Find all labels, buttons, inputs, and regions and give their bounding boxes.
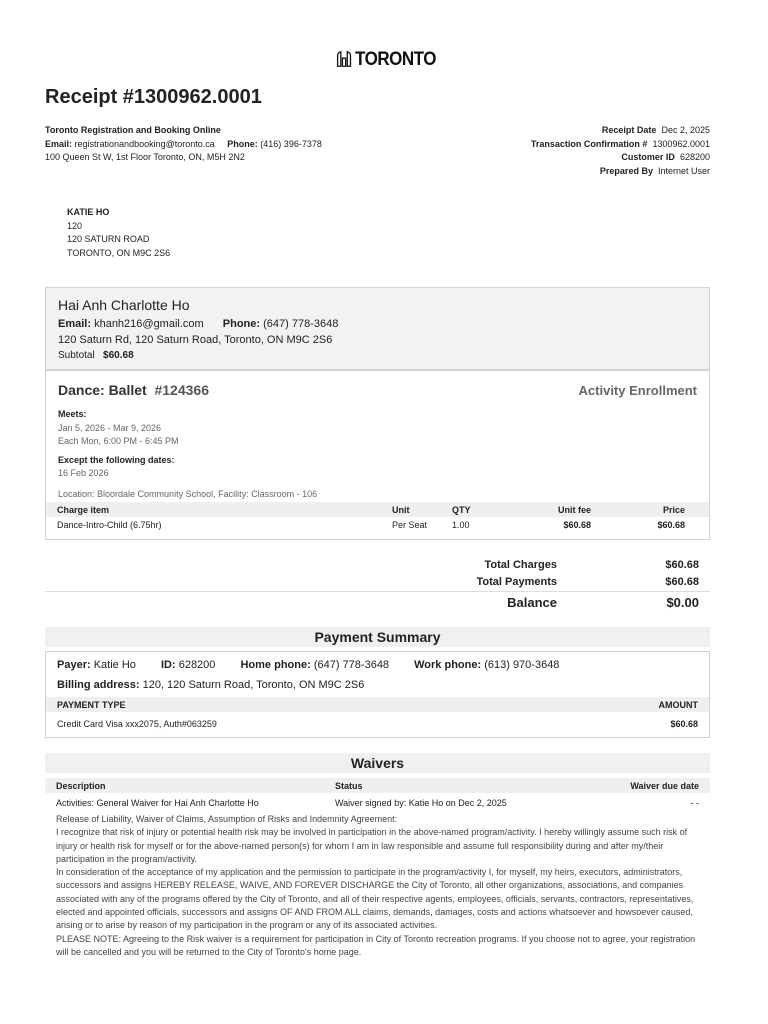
- payer-id-label: ID:: [160, 659, 176, 671]
- activity-location: Location: Bloordale Community School, Facility: Classroom - 106: [58, 488, 318, 499]
- waiver-header-due: Waiver due date: [630, 780, 699, 791]
- charge-unit-fee: $60.68: [563, 519, 591, 530]
- table-row: [46, 716, 709, 731]
- participant-email-label: Email:: [58, 318, 92, 330]
- city-hall-icon: [336, 49, 352, 69]
- waiver-header-description: Description: [56, 780, 106, 791]
- header-unit: Unit: [392, 504, 410, 515]
- waivers-table-header: [45, 778, 710, 793]
- waiver-status: Waiver signed by: Katie Ho on Dec 2, 2025: [335, 797, 507, 808]
- billing-label: Billing address:: [57, 679, 140, 691]
- participant-panel: [45, 287, 710, 370]
- payer-line: [57, 658, 559, 672]
- prepared-by: Internet User: [657, 165, 710, 176]
- org-address: 100 Queen St W, 1st Floor Toronto, ON, M5H 2N2: [45, 152, 245, 162]
- logo-wordmark: TORONTO: [355, 47, 436, 70]
- participant-address: 120 Saturn Rd, 120 Saturn Road, Toronto, ON M9C 2S6: [58, 334, 333, 346]
- meets-label: Meets:: [58, 409, 87, 419]
- participant-phone-label: Phone:: [222, 318, 261, 330]
- total-charges-label: Total Charges: [484, 558, 557, 571]
- activity-number: #124366: [154, 382, 209, 398]
- payment-type-header: PAYMENT TYPE: [57, 699, 126, 710]
- receipt-date-label: Receipt Date: [601, 125, 657, 135]
- activity-title: Dance: Ballet: [58, 382, 147, 398]
- billing-line: [57, 678, 364, 692]
- waiver-header-status: Status: [335, 780, 363, 791]
- org-phone: (416) 396-7378: [260, 138, 322, 149]
- payment-table-header: [46, 697, 709, 712]
- activity-title-row: [58, 382, 209, 398]
- transaction-number: 1300962.0001: [652, 138, 710, 149]
- charge-item: Dance-Intro-Child (6.75hr): [57, 519, 162, 530]
- waiver-due-date: - -: [690, 797, 699, 808]
- payment-method: Credit Card Visa xxx2075, Auth#063259: [57, 718, 217, 729]
- home-phone: (647) 778-3648: [313, 659, 390, 671]
- balance-label: Balance: [507, 595, 557, 610]
- receipt-meta: [531, 124, 710, 178]
- mailing-name: KATIE HO: [67, 207, 110, 217]
- customer-id: 628200: [679, 152, 710, 162]
- total-payments-label: Total Payments: [476, 575, 557, 588]
- balance-row: [400, 594, 710, 611]
- amount-header: AMOUNT: [658, 699, 698, 710]
- org-name: Toronto Registration and Booking Online: [45, 125, 221, 135]
- header-qty: QTY: [452, 504, 471, 515]
- work-phone: (613) 970-3648: [484, 659, 560, 671]
- table-row: [46, 517, 709, 532]
- activity-dates: Jan 5, 2026 - Mar 9, 2026: [58, 422, 162, 433]
- org-email-label: Email:: [45, 138, 73, 149]
- receipt-title: Receipt #1300962.0001: [45, 86, 262, 108]
- org-phone-label: Phone:: [227, 138, 258, 149]
- participant-phone: (647) 778-3648: [263, 318, 339, 330]
- org-info: [45, 124, 322, 165]
- participant-email[interactable]: khanh216@gmail.com: [94, 318, 204, 330]
- payer-id: 628200: [178, 659, 216, 671]
- payment-panel: [45, 651, 710, 738]
- header-charge-item: Charge item: [57, 504, 110, 515]
- mailing-line1: 120: [67, 220, 83, 231]
- work-phone-label: Work phone:: [414, 659, 482, 671]
- charge-unit: Per Seat: [392, 519, 428, 530]
- activity-schedule: Each Mon, 6:00 PM - 6:45 PM: [58, 436, 179, 446]
- waiver-description: Activities: General Waiver for Hai Anh Charlotte Ho: [56, 797, 259, 808]
- payer-name: Katie Ho: [93, 659, 136, 671]
- home-phone-label: Home phone:: [240, 659, 311, 671]
- participant-name: Hai Anh Charlotte Ho: [58, 297, 190, 313]
- toronto-logo: [336, 46, 436, 72]
- prepared-by-label: Prepared By: [599, 165, 653, 176]
- activity-panel: [45, 370, 710, 540]
- totals-block: [400, 556, 710, 590]
- mailing-line3: TORONTO, ON M9C 2S6: [67, 247, 171, 258]
- total-charges: $60.68: [665, 558, 699, 571]
- receipt-date: Dec 2, 2025: [661, 125, 710, 135]
- charge-price: $60.68: [657, 519, 685, 530]
- charges-table-header: [46, 502, 709, 517]
- transaction-label: Transaction Confirmation #: [530, 138, 648, 149]
- header-unit-fee: Unit fee: [557, 504, 591, 515]
- activity-details: [58, 408, 317, 501]
- activity-type: Activity Enrollment: [578, 383, 697, 398]
- billing-address: 120, 120 Saturn Road, Toronto, ON M9C 2S6: [142, 679, 365, 691]
- waiver-note: PLEASE NOTE: Agreeing to the Risk waiver is a requirement for participation in City of Toronto recreation programs. If you choose not to agree, your registration will be cancelled and you will be returned to the City of Toronto's home page.: [56, 933, 696, 957]
- subtotal-label: Subtotal: [58, 350, 95, 361]
- customer-id-label: Customer ID: [621, 152, 675, 162]
- payer-label: Payer:: [57, 659, 91, 671]
- payment-summary-title: Payment Summary: [45, 627, 710, 647]
- waiver-agreement-text: [56, 813, 696, 959]
- waiver-heading: Release of Liability, Waiver of Claims, Assumption of Risks and Indemnity Agreement:: [56, 814, 398, 824]
- waivers-title: Waivers: [45, 753, 710, 773]
- totals-divider: [45, 591, 710, 592]
- payment-amount: $60.68: [670, 718, 698, 729]
- header-price: Price: [662, 504, 685, 515]
- org-email[interactable]: registrationandbooking@toronto.ca: [74, 138, 215, 149]
- mailing-line2: 120 SATURN ROAD: [67, 234, 150, 244]
- waiver-paragraph-2: In consideration of the acceptance of my application and the permission to participate in the program/activity I, for myself, my heirs, executors, administrators, successors and assigns HEREBY RELEASE, WAIVE, AND FOREVER DISCHARGE the City of Toronto, all other organizations, associations, and companies associated with any of the programs offered by the City of Toronto, and all of their respective agents, employees, officials, servants, contractors, representatives, elected and appointed officials, successors and assigns OF AND FROM ALL claims, demands, damages, costs and actions whatsoever and howsoever caused, arising or to arise by reason of my participation in the program or any of its associated activities.: [56, 867, 694, 931]
- charge-qty: 1.00: [452, 519, 470, 530]
- charges-table: [46, 502, 709, 532]
- table-row: [45, 795, 710, 810]
- except-dates: 16 Feb 2026: [58, 468, 109, 478]
- waiver-paragraph-1: I recognize that risk of injury or potential health risk may be involved in participation in the above-named program/activity. I hereby willingly assume such risk of injury or health risk for myself or for the above-named person(s) for whom I am in law responsible and assume full responsibility during and after my/their participation in the program/activity.: [56, 827, 688, 864]
- subtotal-value: $60.68: [103, 350, 134, 361]
- except-label: Except the following dates:: [58, 454, 175, 465]
- balance-value: $0.00: [666, 595, 699, 610]
- mailing-address: [67, 206, 170, 260]
- total-payments: $60.68: [665, 575, 699, 588]
